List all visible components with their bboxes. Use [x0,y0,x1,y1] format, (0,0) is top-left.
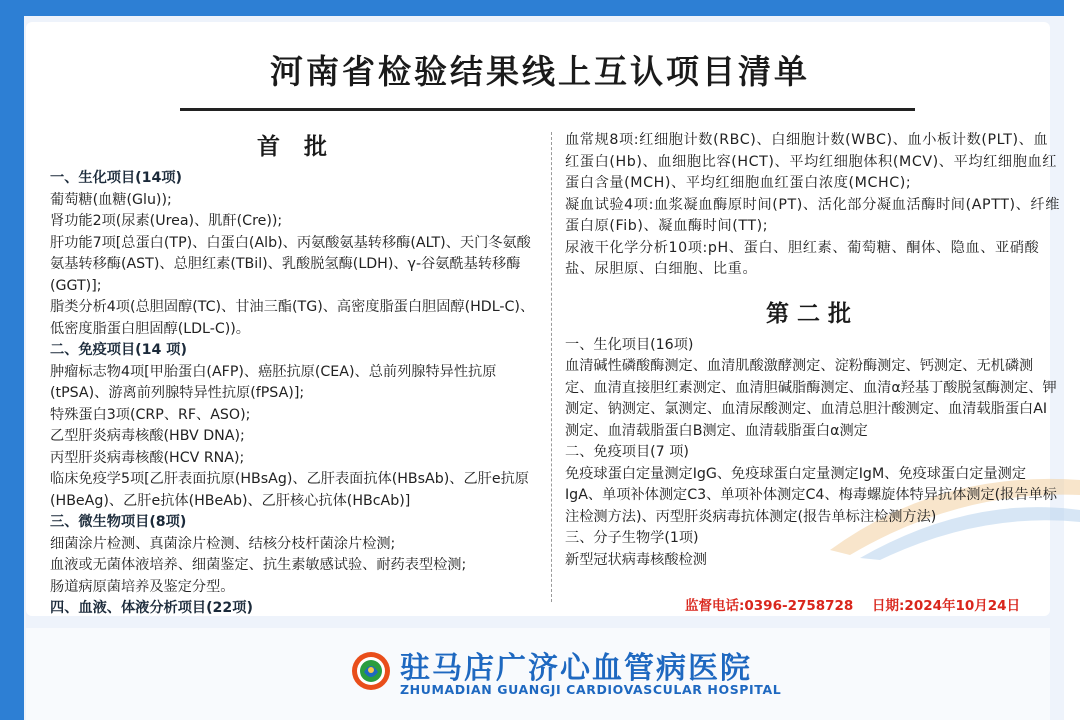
section-heading: 一、生化项目(14项) [50,170,183,186]
list-item: 肿瘤标志物4项[甲胎蛋白(AFP)、癌胚抗原(CEA)、总前列腺特异性抗原(tPSA)、游离前列腺特异性抗原(fPSA)]; [50,363,497,401]
column-divider [551,132,553,602]
list-item: 血液或无菌体液培养、细菌鉴定、抗生素敏感试验、耐药表型检测; [50,557,467,573]
first-batch-column [50,132,542,620]
supervision-phone: 监督电话:0396-2758728 [685,598,854,614]
list-item: 凝血试验4项:血浆凝血酶原时间(PT)、活化部分凝血活酶时间(APTT)、纤维蛋白原(Fib)、凝血酶时间(TT); [565,196,1060,234]
list-item: 血常规8项:红细胞计数(RBC)、白细胞计数(WBC)、血小板计数(PLT)、血红蛋白(Hb)、血细胞比容(HCT)、平均红细胞体积(MCV)、平均红细胞血红蛋白含量(MCH)、平均红细胞血红蛋白浓度(MCHC); [565,132,1058,191]
list-item: 葡萄糖(血糖(Glu)); [50,191,172,208]
frame-right-bar [1064,0,1080,720]
list-item: 细菌涂片检测、真菌涂片检测、结核分枝杆菌涂片检测; [50,535,396,552]
list-item: 丙型肝炎病毒核酸(HCV RNA); [50,449,245,466]
hospital-logo-icon [350,650,392,692]
list-item: 肠道病原菌培养及鉴定分型。 [50,578,235,595]
second-batch-list [565,335,1060,572]
hospital-name-en: ZHUMADIAN GUANGJI CARDIOVASCULAR HOSPITAL [400,682,782,697]
list-item: 脂类分析4项(总胆固醇(TC)、甘油三酯(TG)、高密度脂蛋白胆固醇(HDL-C)、低密度脂蛋白胆固醇(LDL-C))。 [50,299,535,337]
page-title: 河南省检验结果线上互认项目清单 [270,52,810,91]
list-item: 尿液干化学分析10项:pH、蛋白、胆红素、葡萄糖、酮体、隐血、亚硝酸盐、尿胆原、白细胞、比重。 [565,239,1040,277]
list-item: 肾功能2项(尿素(Urea)、肌酐(Cre)); [50,213,283,229]
title-underline [180,108,915,111]
list-item: 血清碱性磷酸酶测定、血清肌酸激酵测定、淀粉酶测定、钙测定、无机磷测定、血清直接胆红素测定、血清胆碱脂酶测定、血清α羟基丁酸脱氢酶测定、钾测定、钠测定、氯测定、血清尿酸测定、血清总胆汁酸测定、血清载脂蛋白AI测定、血清载脂蛋白B测定、血清载脂蛋白α测定 [565,358,1057,439]
right-column [565,130,1060,571]
section-heading: 二、免疫项目(14 项) [50,342,187,358]
frame-top-bar [0,0,1080,16]
list-item: 二、免疫项目(7 项) [565,444,689,460]
frame-left-bar [0,0,24,720]
first-batch-list [50,168,542,620]
second-batch-heading: 第二批 [766,300,859,327]
first-batch-continued-list [565,130,1060,281]
section-heading: 三、微生物项目(8项) [50,514,187,530]
list-item: 临床免疫学5项[乙肝表面抗原(HBsAg)、乙肝表面抗体(HBsAb)、乙肝e抗原(HBeAg)、乙肝e抗体(HBeAb)、乙肝核心抗体(HBcAb)] [50,471,529,509]
first-batch-heading: 首 批 [256,134,335,160]
list-item: 一、生化项目(16项) [565,336,694,353]
contact-line [685,594,1034,614]
hospital-name-cn: 驻马店广济心血管病医院 [400,651,752,686]
section-heading: 四、血液、体液分析项目(22项) [50,600,253,616]
publish-date: 日期:2024年10月24日 [872,598,1021,614]
list-item: 三、分子生物学(1项) [565,530,699,546]
list-item: 乙型肝炎病毒核酸(HBV DNA); [50,428,245,444]
list-item: 特殊蛋白3项(CRP、RF、ASO); [50,406,251,423]
list-item: 肝功能7项[总蛋白(TP)、白蛋白(Alb)、丙氨酸氨基转移酶(ALT)、天门冬氨酸氨基转移酶(AST)、总胆红素(TBil)、乳酸脱氢酶(LDH)、γ-谷氨酰基转移酶(GGT)]; [50,234,531,294]
list-item: 新型冠状病毒核酸检测 [565,551,707,568]
list-item: 免疫球蛋白定量测定IgG、免疫球蛋白定量测定IgM、免疫球蛋白定量测定IgA、单项补体测定C3、单项补体测定C4、梅毒螺旋体特异抗体测定(报告单标注检测方法)、丙型肝炎病毒抗体测定(报告单标注检测方法) [565,465,1057,525]
